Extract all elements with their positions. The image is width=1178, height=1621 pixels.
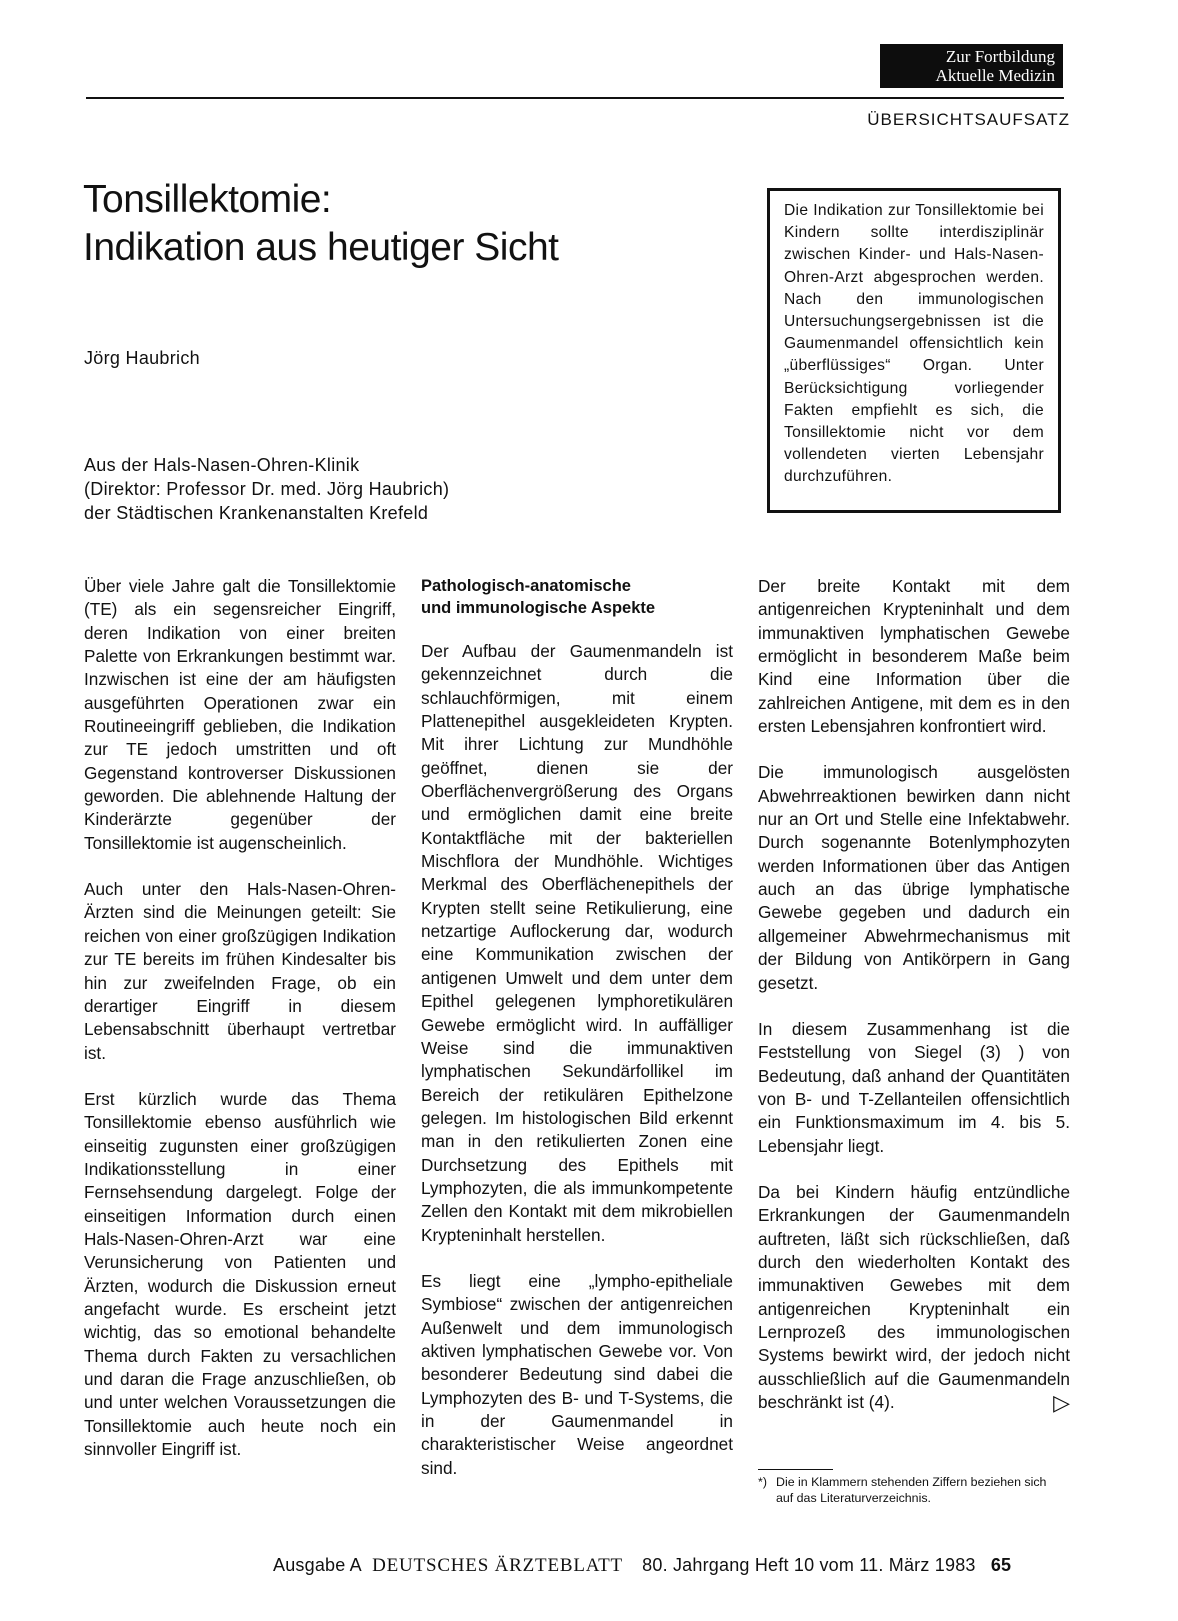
title-line: Indikation aus heutiger Sicht — [83, 226, 559, 269]
footnote-rule — [758, 1469, 833, 1470]
affiliation — [84, 453, 449, 525]
footer-journal-name: DEUTSCHES ÄRZTEBLATT — [372, 1555, 623, 1576]
footer-issue: 80. Jahrgang Heft 10 vom 11. März 1983 — [642, 1555, 976, 1575]
paragraph: Der breite Kontakt mit dem antigenreichen Krypteninhalt und dem immunaktiven lymphatischen Gewebe ermöglicht in besonderem Maße beim Kind eine Information über die zahlreichen Antigene, mit dem es in den ersten Lebensjahren konfrontiert wird. — [758, 576, 1070, 737]
footnote — [758, 1474, 1078, 1506]
page-footer — [273, 1555, 1011, 1577]
paragraph: Erst kürzlich wurde das Thema Tonsillektomie ebenso ausführlich wie einseitig zugunsten einer großzügigen Indikationsstellung in einer Fernsehsendung dargelegt. Folge der einseitigen Information durch einen Hals-Nasen-Ohren-Arzt war eine Verunsicherung von Patienten und Ärzten, wodurch die Diskussion erneut angefacht wurde. Es erscheint jetzt wichtig, das so emotional behandelte Thema durch Fakten zu versachlichen und daran die Frage anzuschließen, ob und unter welchen Voraussetzungen die Tonsillektomie auch heute noch ein sinnvoller Eingriff ist. — [84, 1088, 396, 1460]
footer-edition: Ausgabe A — [273, 1555, 361, 1575]
section-badge — [880, 44, 1063, 88]
section-heading-line: und immunologische Aspekte — [421, 599, 656, 617]
paragraph-last — [758, 1181, 1070, 1414]
affiliation-line: der Städtischen Krankenanstalten Krefeld — [84, 503, 429, 523]
section-badge-line: Aktuelle Medizin — [935, 66, 1055, 85]
paragraph: Auch unter den Hals-Nasen-Ohren-Ärzten sind die Meinungen geteilt: Sie reichen von einer großzügigen Indikation zur TE bereits im frühen Kindesalter bis hin zur zweifelnden Frage, ob ein derartiger Eingriff in diesem Lebensabschnitt überhaupt vertretbar ist. — [84, 879, 396, 1063]
section-badge-line: Zur Fortbildung — [945, 47, 1055, 66]
section-heading-line: Pathologisch-anatomische — [421, 577, 631, 595]
footnote-marker: *) — [758, 1475, 767, 1489]
paragraph: Der Aufbau der Gaumenmandeln ist gekennzeichnet durch die schlauchförmigen, mit einem Plattenepithel ausgekleideten Krypten. Mit ihrer Lichtung zur Mundhöhle geöffnet, dienen sie der Oberflächenvergrößerung des Organs und ermöglichen damit eine breite Kontaktfläche mit der bakteriellen Mischflora der Mundhöhle. Wichtiges Merkmal des Oberflächenepithels der Krypten stellt seine Retikulierung, eine netzartige Auflockerung dar, wodurch eine Kommunikation zwischen der antigenen Umwelt und dem unter dem Epithel gelegenen lymphoretikulären Gewebe ermöglicht wird. In auffälliger Weise sind die immunaktiven lymphatischen Sekundärfollikel im Bereich der retikulären Epithelzone gelegen. Im histologischen Bild erkennt man in den retikulierten Zonen eine Durchsetzung des Epithels mit Lymphozyten, die als immunkompetente Zellen den Kontakt mit dem mikrobiellen Krypteninhalt herstellen. — [421, 641, 733, 1245]
paragraph: Es liegt eine „lympho-epitheliale Symbiose“ zwischen der antigenreichen Außenwelt und dem immunologisch aktiven lymphatischen Gewebe vor. Von besonderer Bedeutung sind dabei die Lymphozyten des B- und T-Systems, die in der Gaumenmandel in charakteristischer Weise angeordnet sind. — [421, 1270, 733, 1478]
category-label: ÜBERSICHTSAUFSATZ — [867, 110, 1070, 129]
header-rule — [86, 97, 1064, 99]
abstract-box: Die Indikation zur Tonsillektomie bei Kindern sollte interdisziplinär zwischen Kinder- und Hals-Nasen-Ohren-Arzt abgesprochen werden. Nach den immunologischen Untersuchungsergebnissen ist die Gaumenmandel offensichtlich kein „überflüssiges“ Organ. Unter Berücksichtigung vorliegender Fakten empfiehlt es sich, die Tonsillektomie nicht vor dem vollendeten vierten Lebensjahr durchzuführen. — [767, 188, 1061, 513]
affiliation-line: Aus der Hals-Nasen-Ohren-Klinik — [84, 455, 360, 475]
affiliation-line: (Direktor: Professor Dr. med. Jörg Haubrich) — [84, 479, 450, 499]
body-column-3 — [758, 575, 1070, 1437]
paragraph-text: Da bei Kindern häufig entzündliche Erkrankungen der Gaumenmandeln auftreten, läßt sich rückschließen, daß durch den wiederholten Kontakt des immunaktiven Gewebes mit dem antigenreichen Krypteninhalt ein Lernprozeß des immunologischen Systems bewirkt wird, der jedoch nicht ausschließlich auf die Gaumenmandeln beschränkt ist (4). — [758, 1181, 1070, 1412]
title-line: Tonsillektomie: — [83, 178, 332, 221]
paragraph: Die immunologisch ausgelösten Abwehrreaktionen bewirken dann nicht nur an Ort und Stelle eine Infektabwehr. Durch sogenannte Botenlymphozyten werden Informationen über das Antigen auch an das übrige lymphatische Gewebe gegeben und dadurch ein allgemeiner Abwehrmechanismus mit der Bildung von Antikörpern in Gang gesetzt. — [758, 762, 1070, 993]
paragraph: In diesem Zusammenhang ist die Feststellung von Siegel (3) ) von Bedeutung, daß anhand der Quantitäten von B- und T-Zellanteilen offensichtlich ein Funktionsmaximum im 4. bis 5. Lebensjahr liegt. — [758, 1018, 1070, 1156]
paragraph: Über viele Jahre galt die Tonsillektomie (TE) als ein segensreicher Eingriff, deren Indikation von einer breiten Palette von Erkrankungen bestimmt war. Inzwischen ist eine der am häufigsten ausgeführten Operationen zwar ein Routineeingriff geblieben, die Indikation zur TE jedoch umstritten und oft Gegenstand kontroverser Diskussionen geworden. Die ablehnende Haltung der Kinderärzte gegenüber der Tonsillektomie ist augenscheinlich. — [84, 576, 396, 853]
body-column-2 — [421, 575, 733, 1503]
page-number: 65 — [990, 1555, 1012, 1575]
footnote-text: Die in Klammern stehenden Ziffern beziehen sich auf das Literaturverzeichnis. — [776, 1475, 1047, 1505]
body-column-1 — [84, 575, 396, 1484]
article-title — [83, 176, 558, 272]
author-name: Jörg Haubrich — [84, 348, 200, 368]
section-heading — [421, 575, 733, 619]
continue-arrow-icon: ▷ — [1053, 1390, 1070, 1415]
